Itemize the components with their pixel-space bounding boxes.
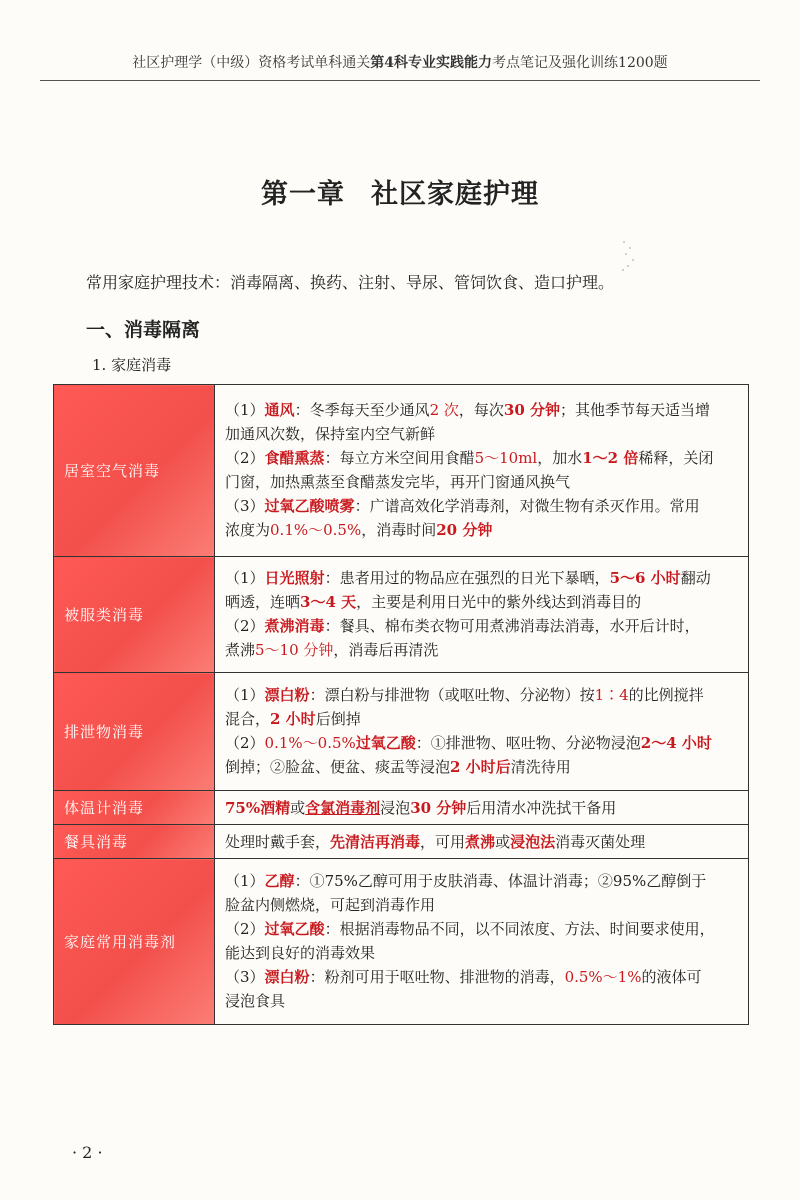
row-content <box>215 557 749 673</box>
content-line: 混合，2 小时后倒掉 <box>225 710 361 728</box>
content-line: 处理时戴手套，先清洁再消毒，可用煮沸或浸泡法消毒灭菌处理 <box>225 832 646 851</box>
row-content <box>215 825 749 859</box>
content-line: （2）食醋熏蒸：每立方米空间用食醋5～10ml，加水1～2 倍稀释，关闭 <box>225 449 714 467</box>
row-content <box>215 791 749 825</box>
row-content <box>215 385 749 557</box>
content-line: 晒透，连晒3～4 天，主要是利用日光中的紫外线达到消毒目的 <box>225 593 642 611</box>
row-content <box>215 859 749 1025</box>
content-line: 倒掉；②脸盆、便盆、痰盂等浸泡2 小时后清洗待用 <box>225 758 571 776</box>
content-line: （1）乙醇：①75%乙醇可用于皮肤消毒、体温计消毒；②95%乙醇倒于 <box>225 872 707 890</box>
content-line: （2）煮沸消毒：餐具、棉布类衣物可用煮沸消毒法消毒，水开后计时， <box>225 617 700 635</box>
row-category: 家庭常用消毒剂 <box>54 859 215 1025</box>
section-heading: 一、消毒隔离 <box>86 319 201 341</box>
content-line: 煮沸5～10 分钟，消毒后再清洗 <box>225 641 439 659</box>
content-line: （2）0.1%～0.5%过氧乙酸：①排泄物、呕吐物、分泌物浸泡2～4 小时 <box>225 734 712 752</box>
header-bold: 第4科专业实践能力 <box>370 55 493 71</box>
content-line: （3）过氧乙酸喷雾：广谱高效化学消毒剂，对微生物有杀灭作用。常用 <box>225 497 700 515</box>
disinfection-table <box>53 384 749 1025</box>
header-rule <box>40 80 760 81</box>
chapter-title <box>0 172 800 211</box>
row-category: 体温计消毒 <box>54 791 215 825</box>
content-line: 75%酒精或含氯消毒剂浸泡30 分钟后用清水冲洗拭干备用 <box>225 798 617 817</box>
subsection-heading: 1. 家庭消毒 <box>92 356 172 374</box>
content-line: （2）过氧乙酸：根据消毒物品不同，以不同浓度、方法、时间要求使用， <box>225 920 715 938</box>
content-line: （1）漂白粉：漂白粉与排泄物（或呕吐物、分泌物）按1∶4的比例搅拌 <box>225 686 704 704</box>
content-line: 加通风次数，保持室内空气新鲜 <box>225 425 436 443</box>
content-line: 浓度为0.1%～0.5%，消毒时间20 分钟 <box>225 521 493 539</box>
row-category: 排泄物消毒 <box>54 673 215 791</box>
table-row <box>54 673 749 791</box>
chapter-number: 第一章 <box>261 179 345 210</box>
table-row <box>54 791 749 825</box>
content-line: （1）日光照射：患者用过的物品应在强烈的日光下暴晒，5～6 小时翻动 <box>225 569 711 587</box>
page-number: · 2 · <box>72 1143 103 1162</box>
content-line: （1）通风：冬季每天至少通风2 次，每次30 分钟；其他季节每天适当增 <box>225 401 711 419</box>
content-line: 浸泡食具 <box>225 992 286 1010</box>
header-pre: 社区护理学（中级）资格考试单科通关 <box>132 55 371 71</box>
running-header <box>40 52 760 72</box>
content-line: 能达到良好的消毒效果 <box>225 944 376 962</box>
row-category: 居室空气消毒 <box>54 385 215 557</box>
row-content <box>215 673 749 791</box>
header-post: 考点笔记及强化训练1200题 <box>492 55 668 71</box>
chapter-name: 社区家庭护理 <box>371 179 539 210</box>
table-row <box>54 557 749 673</box>
table-row <box>54 385 749 557</box>
content-line: 门窗，加热熏蒸至食醋蒸发完毕，再开门窗通风换气 <box>225 473 571 491</box>
table-row <box>54 859 749 1025</box>
content-line: 脸盆内侧燃烧，可起到消毒作用 <box>225 896 436 914</box>
content-line: （3）漂白粉：粉剂可用于呕吐物、排泄物的消毒，0.5%～1%的液体可 <box>225 968 702 986</box>
intro-paragraph: 常用家庭护理技术：消毒隔离、换药、注射、导尿、管饲饮食、造口护理。 <box>86 273 615 292</box>
row-category: 被服类消毒 <box>54 557 215 673</box>
table-row <box>54 825 749 859</box>
row-category: 餐具消毒 <box>54 825 215 859</box>
